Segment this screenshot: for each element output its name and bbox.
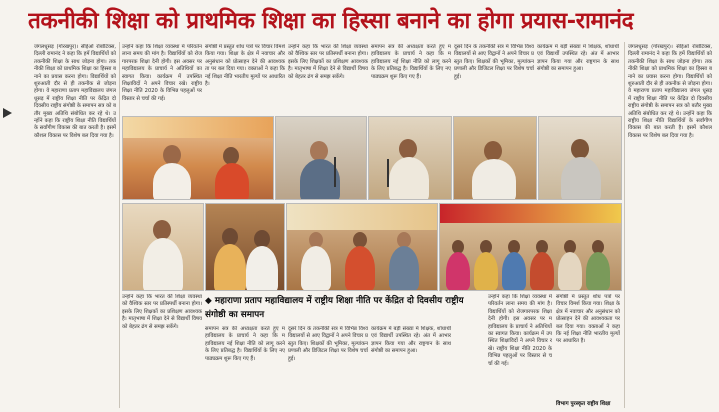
column-2-text: उन्होंने कहा कि शिक्षा व्यवस्था में परिवर्तन लाना समय की मांग है। विद्यार्थियों को रोजगारपरक शिक्षा देनी होगी। इस अवसर पर महाविद्यालय के प्राचार्य ने अतिथियों का स्वागत किया। कार्यक्रम में उपस्थित शिक्षाविदों ने अपने विचार रखे। राष्ट्रीय शिक्षा नीति 2020 के विभिन्न पहलुओं पर विस्तार से चर्चा की गई। [122, 44, 202, 102]
bottom-6-text: संगोष्ठी में प्रस्तुत शोध पत्रों पर विचार विमर्श किया गया। शिक्षा के क्षेत्र में नवाचार और अनुसंधान को प्रोत्साहन देने की आवश्यकता पर बल दिया गया। वक्ताओं ने कहा कि नई शिक्षा नीति भारतीय मूल्यों पर आधारित है। [556, 294, 620, 345]
column-6-text: दूसरे दिन के तकनीकी सत्र में विभिन्न विश्वविद्यालयों से आए विद्वानों ने अपने विचार प्रस्तुत किए। शिक्षकों की भूमिका, मूल्यांकन प्रणाली और डिजिटल शिक्षा पर विशेष चर्चा हुई। [454, 44, 534, 80]
bottom-3-text: दूसरे दिन के तकनीकी सत्र में विभिन्न विश्वविद्यालयों से आए विद्वानों ने अपने विचार प्रस्तुत किए। शिक्षकों की भूमिका, मूल्यांकन प्रणाली और डिजिटल शिक्षा पर विशेष चर्चा हुई। [288, 326, 368, 362]
headline: तकनीकी शिक्षा को प्राथमिक शिक्षा का हिस्सा बनाने का होगा प्रयास-रामानंद [28, 8, 634, 34]
photo-speaker-2 [275, 116, 367, 200]
text-column-bottom-3 [288, 326, 368, 408]
credit-line: विभाग पुरस्कृत राष्ट्रीय शिक्षा [556, 401, 611, 407]
text-column-6 [454, 44, 534, 114]
column-1-text: जंगलधूसड़ (गोरखपुर)। सीईओ रोबोटिक्स, दिल्ली रामानंद ने कहा कि हमें विद्यार्थियों को तकनीकी शिक्षा के साथ जोड़ना होगा। तकनीकी शिक्षा को प्राथमिक शिक्षा का हिस्सा बनाने का प्रयास करना होगा। विद्यार्थियों को शुरुआती दौर से ही तकनीक से जोड़ना होगा। वे महाराणा प्रताप महाविद्यालय जंगल धूसड़ में राष्ट्रीय शिक्षा नीति पर केंद्रित दो दिवसीय राष्ट्रीय संगोष्ठी के समापन सत्र को बतौर मुख्य अतिथि संबोधित कर रहे थे। उन्होंने कहा कि राष्ट्रीय शिक्षा नीति विद्यार्थियों के सर्वांगीण विकास की बात करती है। इसमें कौशल विकास पर विशेष बल दिया गया है। [34, 44, 116, 139]
text-column-bottom-4 [371, 326, 451, 408]
column-4-text: उन्होंने कहा कि भारत की शिक्षा व्यवस्था को वैश्विक स्तर पर प्रतिस्पर्धी बनाना होगा। इसके लिए शिक्षकों का प्रशिक्षण आवश्यक है। मातृभाषा में शिक्षा देने से विद्यार्थी विषय को बेहतर ढंग से समझ सकेंगे। [288, 44, 368, 80]
photo-speaker-1 [122, 116, 274, 200]
column-divider [624, 42, 625, 408]
text-column-right [628, 44, 712, 408]
photo-audience [439, 203, 622, 291]
right-column-text: जंगलधूसड़ (गोरखपुर)। सीईओ रोबोटिक्स, दिल्ली रामानंद ने कहा कि हमें विद्यार्थियों को तकनीकी शिक्षा के साथ जोड़ना होगा। तकनीकी शिक्षा को प्राथमिक शिक्षा का हिस्सा बनाने का प्रयास करना होगा। विद्यार्थियों को शुरुआती दौर से ही तकनीक से जोड़ना होगा। वे महाराणा प्रताप महाविद्यालय जंगल धूसड़ में राष्ट्रीय शिक्षा नीति पर केंद्रित दो दिवसीय राष्ट्रीय संगोष्ठी के समापन सत्र को बतौर मुख्य अतिथि संबोधित कर रहे थे। उन्होंने कहा कि राष्ट्रीय शिक्षा नीति विद्यार्थियों के सर्वांगीण विकास की बात करती है। इसमें कौशल विकास पर विशेष बल दिया गया है। [628, 44, 712, 139]
column-3-text: संगोष्ठी में प्रस्तुत शोध पत्रों पर विचार विमर्श किया गया। शिक्षा के क्षेत्र में नवाचार और अनुसंधान को प्रोत्साहन देने की आवश्यकता पर बल दिया गया। वक्ताओं ने कहा कि नई शिक्षा नीति भारतीय मूल्यों पर आधारित है। [205, 44, 285, 88]
photo-panel-1 [122, 203, 204, 291]
text-column-1 [34, 44, 116, 408]
text-column-bottom-2 [205, 326, 285, 408]
bottom-1-text: उन्होंने कहा कि भारत की शिक्षा व्यवस्था को वैश्विक स्तर पर प्रतिस्पर्धी बनाना होगा। इसके लिए शिक्षकों का प्रशिक्षण आवश्यक है। मातृभाषा में शिक्षा देने से विद्यार्थी विषय को बेहतर ढंग से समझ सकेंगे। [122, 294, 202, 330]
text-column-5 [371, 44, 451, 114]
caption-text: महाराणा प्रताप महाविद्यालय में राष्ट्रीय शिक्षा नीति पर केंद्रित दो दिवसीय राष्ट्रीय संगोष्ठी का समापन [205, 296, 464, 320]
photo-caption [205, 294, 485, 324]
photo-panel-2 [205, 203, 285, 291]
column-divider [119, 42, 120, 408]
bottom-5-text: उन्होंने कहा कि शिक्षा व्यवस्था में परिवर्तन लाना समय की मांग है। विद्यार्थियों को रोजगारपरक शिक्षा देनी होगी। इस अवसर पर महाविद्यालय के प्राचार्य ने अतिथियों का स्वागत किया। कार्यक्रम में उपस्थित शिक्षाविदों ने अपने विचार रखे। राष्ट्रीय शिक्षा नीति 2020 के विभिन्न पहलुओं पर विस्तार से चर्चा की गई। [488, 294, 552, 367]
text-column-2 [122, 44, 202, 114]
bottom-2-text: समापन सत्र की अध्यक्षता करते हुए महाविद्यालय के प्राचार्य ने कहा कि महाविद्यालय नई शिक्षा नीति को लागू करने के लिए प्रतिबद्ध है। विद्यार्थियों के लिए नए पाठ्यक्रम शुरू किए गए हैं। [205, 326, 285, 362]
column-5-text: समापन सत्र की अध्यक्षता करते हुए महाविद्यालय के प्राचार्य ने कहा कि महाविद्यालय नई शिक्षा नीति को लागू करने के लिए प्रतिबद्ध है। विद्यार्थियों के लिए नए पाठ्यक्रम शुरू किए गए हैं। [371, 44, 451, 80]
text-column-3 [205, 44, 285, 114]
text-column-7 [537, 44, 619, 114]
text-column-bottom-1 [122, 294, 202, 408]
photo-speaker-4 [453, 116, 537, 200]
column-7-text: कार्यक्रम में बड़ी संख्या में शिक्षक, शोधार्थी एवं विद्यार्थी उपस्थित रहे। अंत में आभार ज्ञापन किया गया और राष्ट्रगान के साथ संगोष्ठी का समापन हुआ। [537, 44, 619, 73]
photo-speaker-5 [538, 116, 622, 200]
photo-dais [286, 203, 438, 291]
text-column-bottom-6 [556, 294, 620, 394]
photo-speaker-3 [368, 116, 452, 200]
text-column-bottom-5 [488, 294, 552, 408]
text-column-4 [288, 44, 368, 114]
arrow-icon [3, 108, 12, 118]
bottom-4-text: कार्यक्रम में बड़ी संख्या में शिक्षक, शोधार्थी एवं विद्यार्थी उपस्थित रहे। अंत में आभार ज्ञापन किया गया और राष्ट्रगान के साथ संगोष्ठी का समापन हुआ। [371, 326, 451, 355]
diamond-icon: ◆ [205, 296, 212, 306]
